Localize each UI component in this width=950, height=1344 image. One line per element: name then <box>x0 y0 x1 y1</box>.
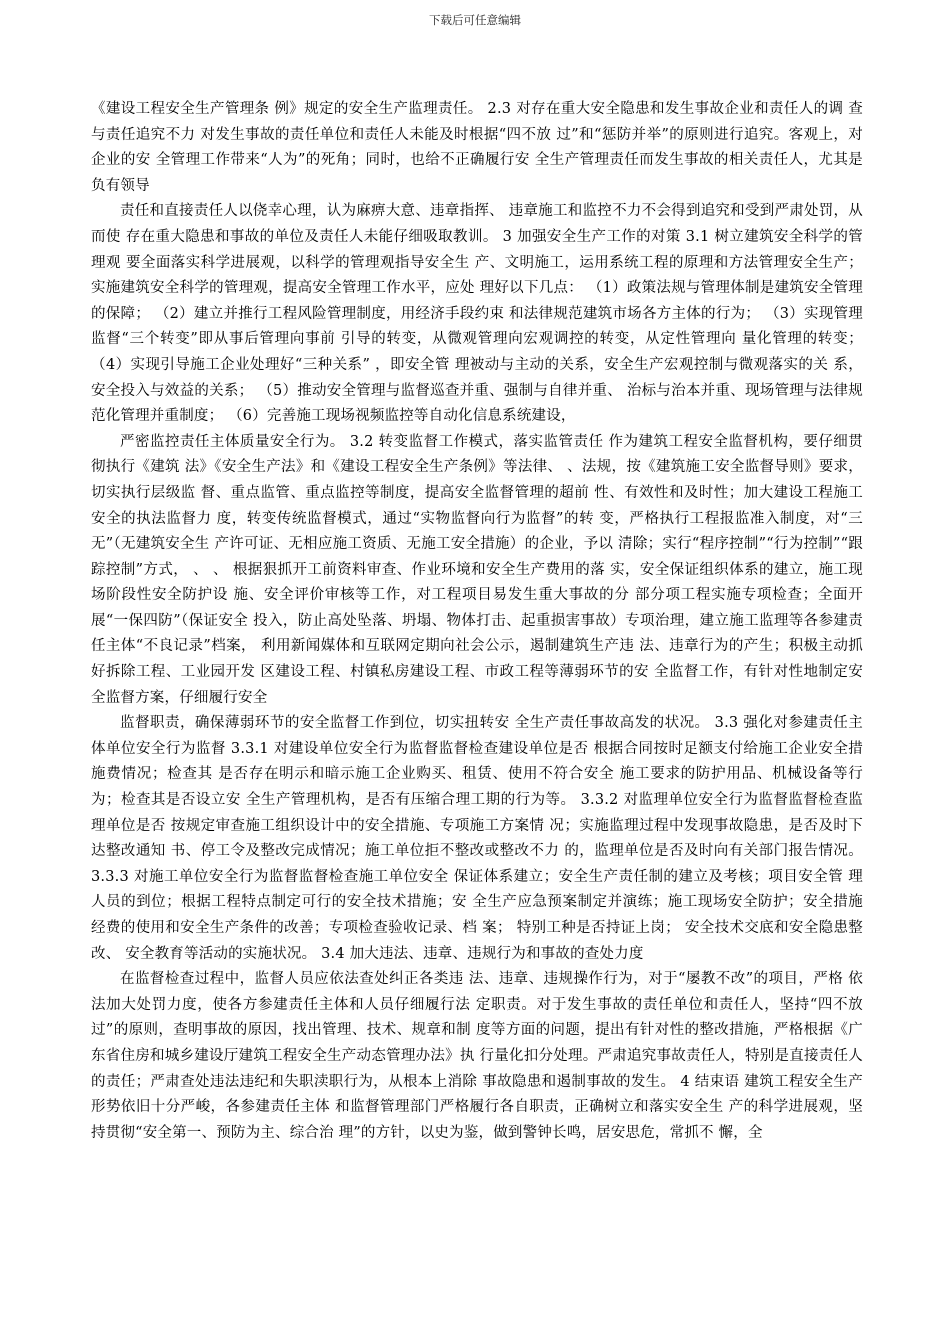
page-header: 下载后可任意编辑 <box>429 13 521 27</box>
paragraph-1: 《建设工程安全生产管理条 例》规定的安全生产监理责任。 2.3 对存在重大安全隐患和发生事故企业和责任人的调 查与责任追究不力 对发生事故的责任单位和责任人未能及时根据“四不放 过”和“惩防并举”的原则进行追究。客观上，对企业的安 全管理工作带来“人为”的死角；同时，也给不正确履行安 全生产管理责任而发生事故的相关责任人，尤其是负有领导 <box>91 101 863 194</box>
paragraph-2: 责任和直接责任人以侥幸心理，认为麻痹大意、违章指挥、 违章施工和监控不力不会得到追究和受到严肃处罚，从而使 存在重大隐患和事故的单位及责任人未能仔细吸取教训。 3 加强安全生产工作的对策 3.1 树立建筑安全科学的管理观 要全面落实科学进展观，以科学的管理观指导安全生 产、文明施工，运用系统工程的原理和方法管理安全生产； 实施建筑安全科学的管理观，提高安全管理工作水平，应处 理好以下几点： （1）政策法规与管理体制是建筑安全管理的保障； （2）建立并推行工程风险管理制度，用经济手段约束 和法律规范建筑市场各方主体的行为； （3）实现管理监督“三个转变”即从事后管理向事前 引导的转变，从微观管理向宏观调控的转变，从定性管理向 量化管理的转变； （4）实现引导施工企业处理好“三种关系” ，即安全管 理被动与主动的关系，安全生产宏观控制与微观落实的关 系，安全投入与效益的关系； （5）推动安全管理与监督巡查并重、强制与自律并重、 治标与治本并重、现场管理与法律规范化管理并重制度； （6）完善施工现场视频监控等自动化信息系统建设， <box>91 203 863 425</box>
document-body <box>91 97 863 1146</box>
paragraph-4: 监督职责，确保薄弱环节的安全监督工作到位，切实扭转安 全生产责任事故高发的状况。 3.3 强化对参建责任主体单位安全行为监督 3.3.1 对建设单位安全行为监督监督检查建设单位是否 根据合同按时足额支付给施工企业安全措施费情况；检查其 是否存在明示和暗示施工企业购买、租赁、使用不符合安全 施工要求的防护用品、机械设备等行为；检查其是否设立安 全生产管理机构，是否有压缩合理工期的行为等。 3.3.2 对监理单位安全行为监督监督检查监理单位是否 按规定审查施工组织设计中的安全措施、专项施工方案情 况；实施监理过程中发现事故隐患，是否及时下达整改通知 书、停工令及整改完成情况；施工单位拒不整改或整改不力 的，监理单位是否及时向有关部门报告情况。 3.3.3 对施工单位安全行为监督监督检查施工单位安全 保证体系建立；安全生产责任制的建立及考核；项目安全管 理人员的到位；根据工程特点制定可行的安全技术措施；安 全生产应急预案制定并演练；施工现场安全防护；安全措施 经费的使用和安全生产条件的改善；专项检查验收记录、档 案； 特别工种是否持证上岗； 安全技术交底和安全隐患整改、 安全教育等活动的实施状况。 3.4 加大违法、违章、违规行为和事故的查处力度 <box>91 715 863 962</box>
paragraph-3: 严密监控责任主体质量安全行为。 3.2 转变监督工作模式，落实监管责任 作为建筑工程安全监督机构，要仔细贯彻执行《建筑 法》《安全生产法》和《建设工程安全生产条例》等法律、 、法规，按《建筑施工安全监督导则》要求，切实执行层级监 督、重点监管、重点监控等制度，提高安全监督管理的超前 性、有效性和及时性；加大建设工程施工安全的执法监督力 度，转变传统监督模式，通过“实物监督向行为监督”的转 变，严格执行工程报监准入制度，对“三无”（无建筑安全生 产许可证、无相应施工资质、无施工安全措施）的企业，予以 清除；实行“程序控制”“行为控制”“跟踪控制”方式， 、 、 根据狠抓开工前资料审查、作业环境和安全生产费用的落 实，安全保证组织体系的建立，施工现场阶段性安全防护设 施、安全评价审核等工作，对工程项目易发生重大事故的分 部分项工程实施专项检查；全面开展“一保四防”（保证安全 投入，防止高处坠落、坍塌、物体打击、起重损害事故）专项治理，建立施工监理等各参建责任主体“不良记录”档案， 利用新闻媒体和互联网定期向社会公示，遏制建筑生产违 法、违章行为的产生；积极主动抓好拆除工程、工业园开发 区建设工程、村镇私房建设工程、市政工程等薄弱环节的安 全监督工作，有针对性地制定安全监督方案，仔细履行安全 <box>91 433 863 706</box>
paragraph-5: 在监督检查过程中，监督人员应依法查处纠正各类违 法、违章、违规操作行为，对于“屡教不改”的项目，严格 依法加大处罚力度，使各方参建责任主体和人员仔细履行法 定职责。对于发生事故的责任单位和责任人，坚持“四不放 过”的原则，查明事故的原因，找出管理、技术、规章和制 度等方面的问题，提出有针对性的整改措施，严格根据《广 东省住房和城乡建设厅建筑工程安全生产动态管理办法》执 行量化扣分处理。严肃追究事故责任人，特别是直接责任人 的责任；严肃查处违法违纪和失职渎职行为，从根本上消除 事故隐患和遏制事故的发生。 4 结束语 建筑工程安全生产形势依旧十分严峻，各参建责任主体 和监督管理部门严格履行各自职责，正确树立和落实安全生 产的科学进展观，坚持贯彻“安全第一、预防为主、综合治 理”的方针，以史为鉴，做到警钟长鸣，居安思危，常抓不 懈，全 <box>91 971 863 1141</box>
